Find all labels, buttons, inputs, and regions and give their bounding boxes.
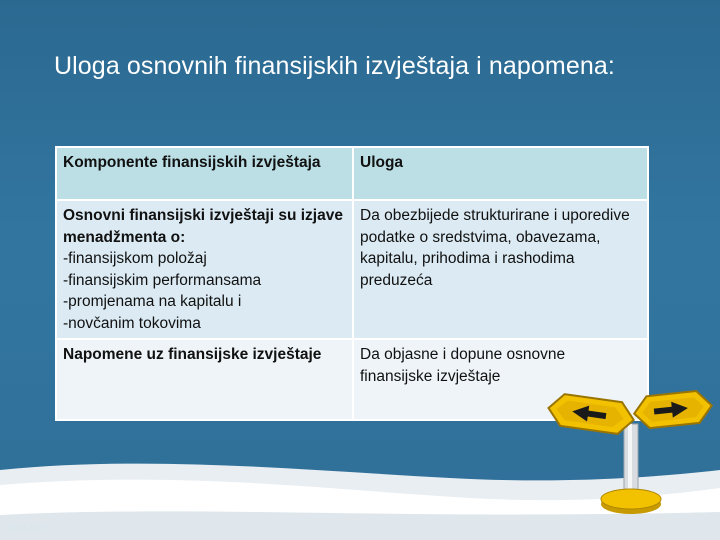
header-role-label: Uloga bbox=[360, 154, 404, 171]
table-header-row bbox=[56, 147, 648, 200]
header-cell-role bbox=[353, 147, 648, 200]
table-cell-component bbox=[56, 339, 353, 420]
row1-item: -finansijskom položaj bbox=[63, 250, 207, 267]
table-cell-role bbox=[353, 200, 648, 339]
header-component-label: Komponente finansijskih izvještaja bbox=[63, 154, 321, 171]
row2-lead-text: Napomene uz finansijske izvještaje bbox=[63, 346, 322, 363]
table-row bbox=[56, 200, 648, 339]
row1-item: -promjenama na kapitalu i bbox=[63, 293, 242, 310]
watermark-text: fppt.com bbox=[8, 522, 51, 534]
table-cell-component bbox=[56, 200, 353, 339]
row1-item: -novčanim tokovima bbox=[63, 314, 201, 332]
row1-role-text: Da obezbijede strukturirane i uporedive podatke o sredstvima, obavezama, kapitalu, prihodima i rashodima preduzeća bbox=[360, 207, 630, 289]
header-cell-component bbox=[56, 147, 353, 200]
slide-title: Uloga osnovnih finansijskih izvještaja i napomena: bbox=[54, 52, 615, 80]
row1-lead-text: Osnovni finansijski izvještaji su izjave menadžmenta o: bbox=[63, 207, 343, 246]
direction-signpost-icon bbox=[540, 384, 720, 534]
roles-table bbox=[55, 146, 649, 421]
row1-item: -finansijskim performansama bbox=[63, 271, 262, 289]
row2-role-text: Da objasne i dopune osnovne finansijske izvještaje bbox=[360, 346, 566, 385]
